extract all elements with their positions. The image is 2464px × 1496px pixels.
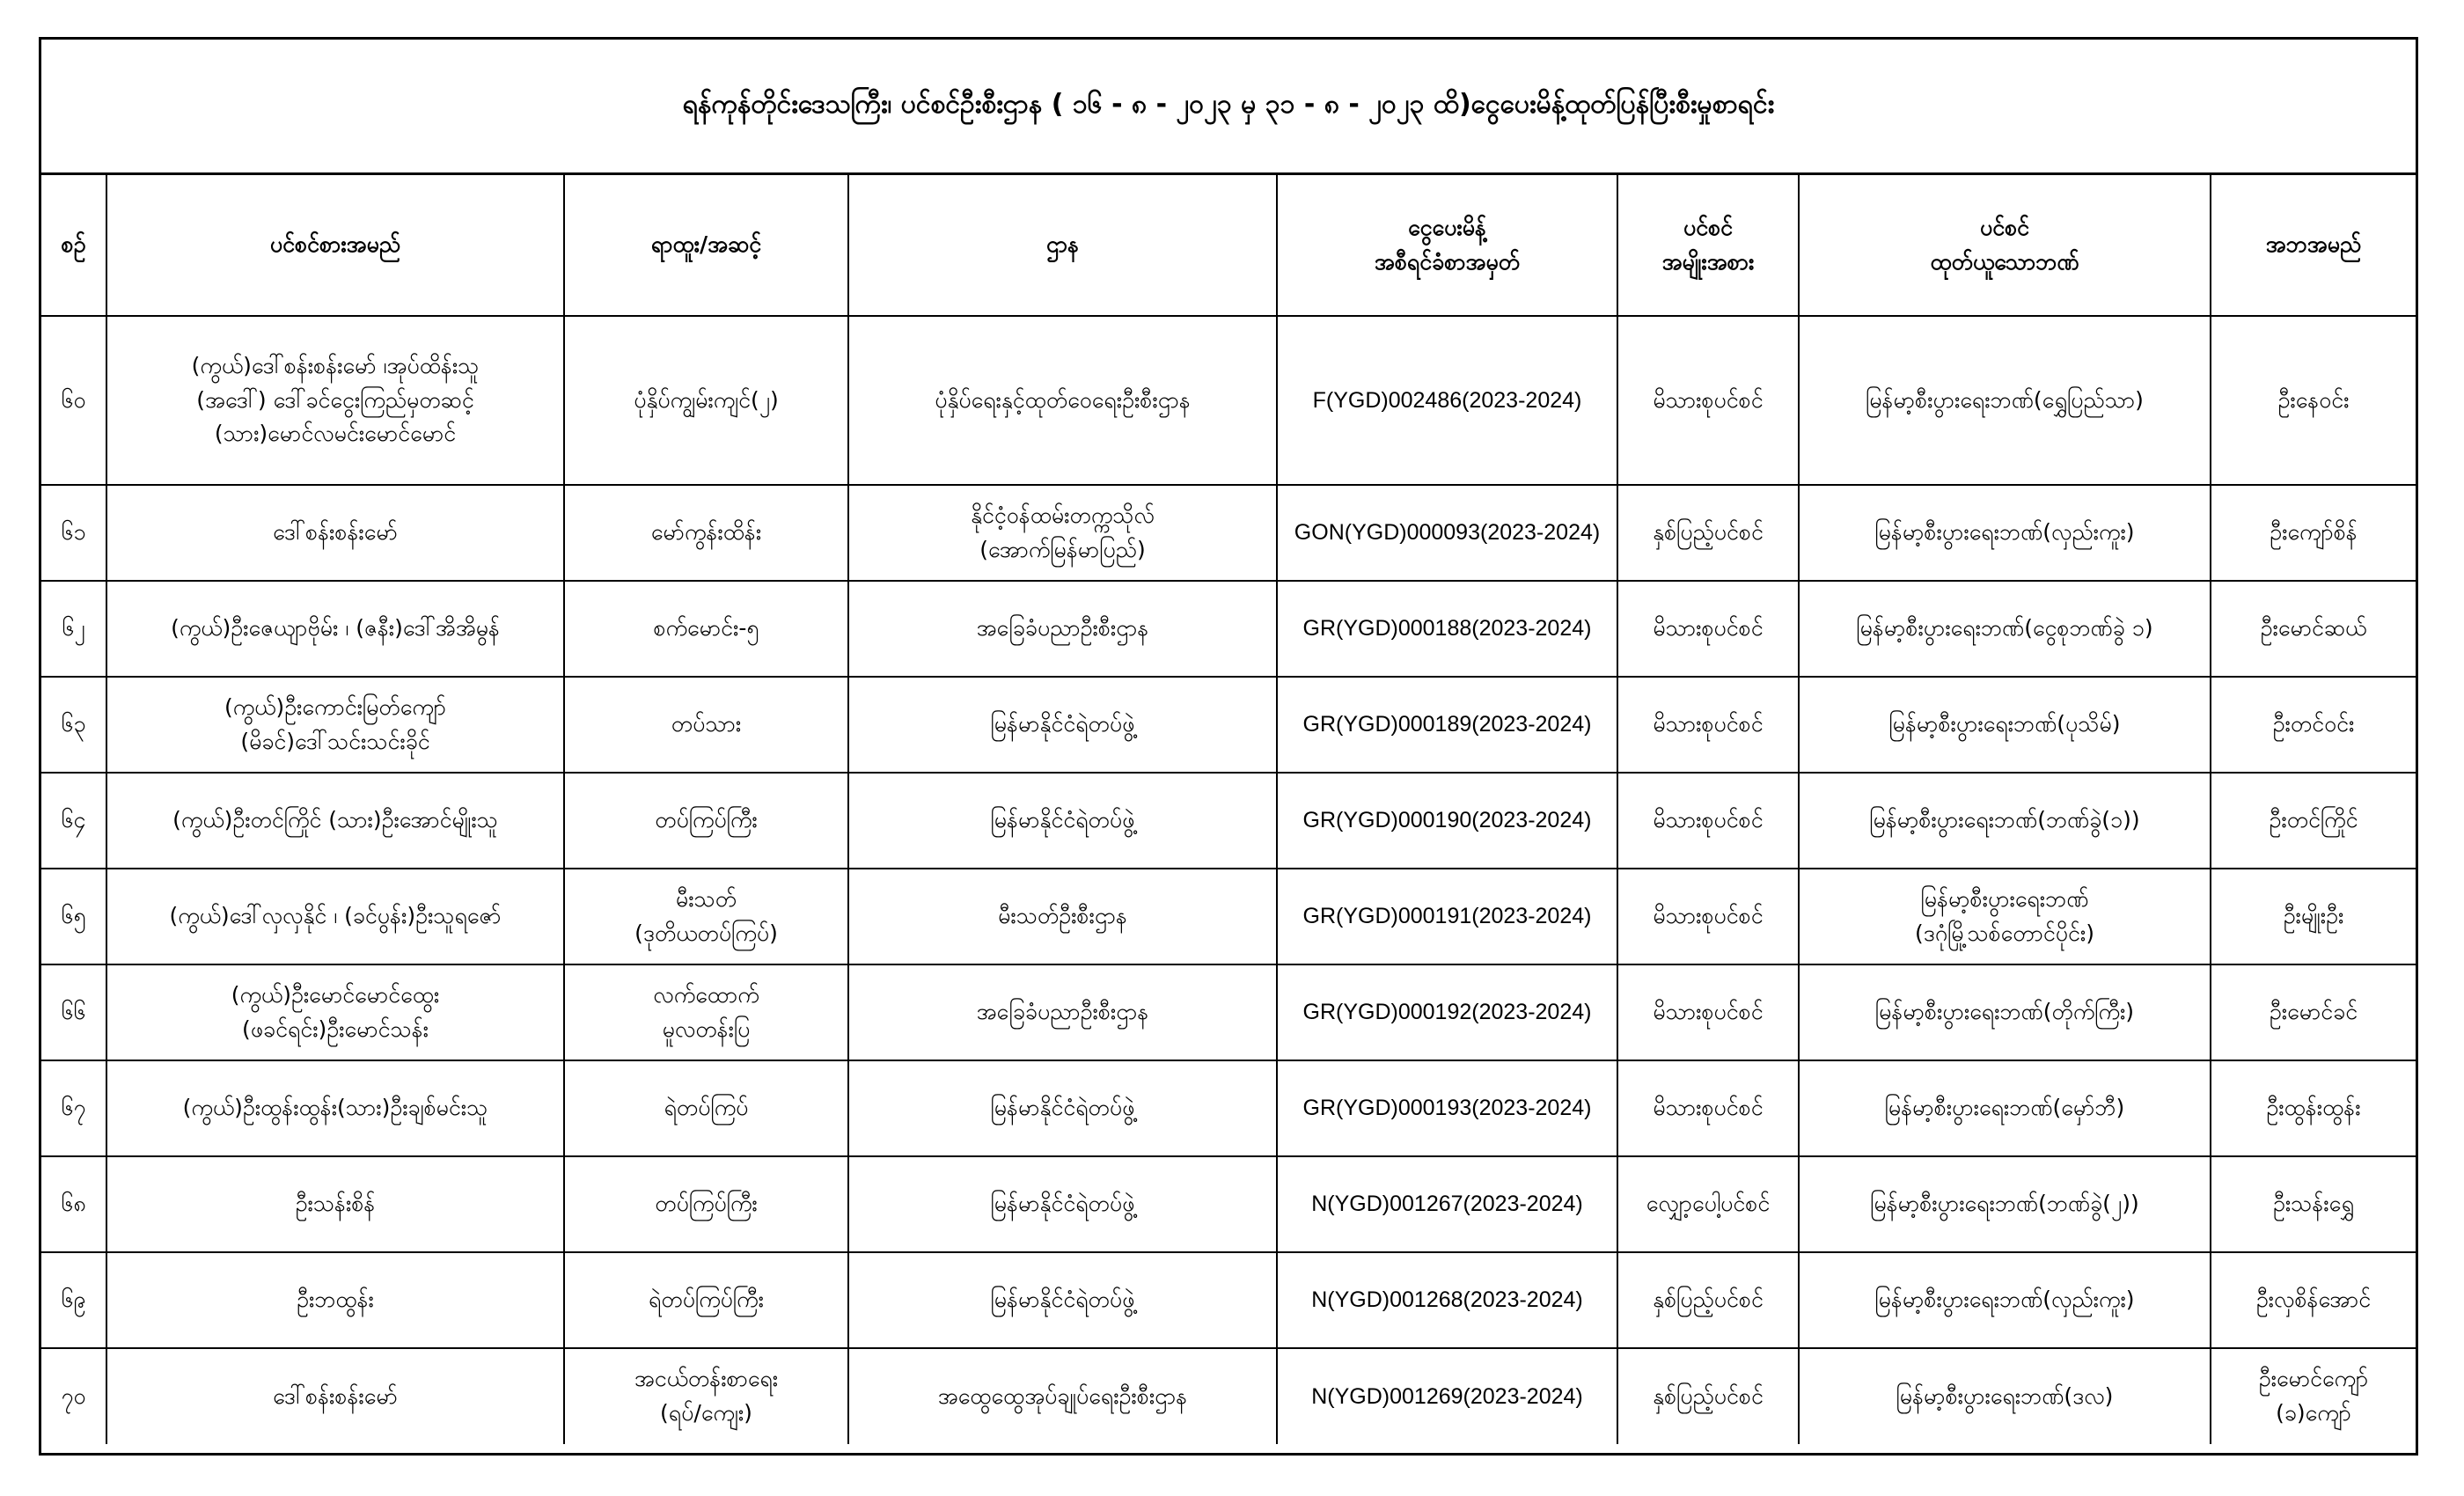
- cell-bank: မြန်မာ့စီးပွားရေးဘဏ်(ပုသိမ်): [1799, 677, 2211, 773]
- col-header-pensioner-name: ပင်စင်စားအမည်: [106, 175, 564, 316]
- col-header-department: ဌာန: [848, 175, 1277, 316]
- cell-department: နိုင်ငံ့ဝန်ထမ်းတက္ကသိုလ် (အောက်မြန်မာပြည်): [848, 485, 1277, 581]
- cell-father-name: ဦးမောင်ကျော် (ခ)ကျော်: [2211, 1348, 2416, 1444]
- cell-payment-order-no: GON(YGD)000093(2023-2024): [1277, 485, 1617, 581]
- cell-pensioner-name: ဒေါ်စန်းစန်းမော်: [106, 1348, 564, 1444]
- cell-department: အထွေထွေအုပ်ချုပ်ရေးဦးစီးဌာန: [848, 1348, 1277, 1444]
- cell-pension-type: မိသားစုပင်စင်: [1617, 677, 1799, 773]
- cell-department: မြန်မာနိုင်ငံရဲတပ်ဖွဲ့: [848, 773, 1277, 869]
- cell-department: အခြေခံပညာဦးစီးဌာန: [848, 964, 1277, 1060]
- cell-position: မော်ကွန်းထိန်း: [564, 485, 848, 581]
- cell-father-name: ဦးမောင်ဆယ်: [2211, 581, 2416, 677]
- cell-father-name: ဦးလှစိန်အောင်: [2211, 1252, 2416, 1348]
- cell-pension-type: မိသားစုပင်စင်: [1617, 773, 1799, 869]
- cell-father-name: ဦးထွန်းထွန်း: [2211, 1060, 2416, 1156]
- cell-father-name: ဦးကျော်စိန်: [2211, 485, 2416, 581]
- cell-pensioner-name: (ကွယ်)ဦးတင်ကြိုင် (သား)ဦးအောင်မျိုးသူ: [106, 773, 564, 869]
- cell-pension-type: နှစ်ပြည့်ပင်စင်: [1617, 1252, 1799, 1348]
- cell-position: မီးသတ် (ဒုတိယတပ်ကြပ်): [564, 869, 848, 964]
- pension-report-sheet: [39, 37, 2418, 1456]
- table-row: [41, 1348, 2416, 1444]
- cell-department: မြန်မာနိုင်ငံရဲတပ်ဖွဲ့: [848, 677, 1277, 773]
- col-header-position: ရာထူး/အဆင့်: [564, 175, 848, 316]
- cell-father-name: ဦးသန်းရွှေ: [2211, 1156, 2416, 1252]
- cell-pensioner-name: (ကွယ်)ဦးထွန်းထွန်း(သား)ဦးချစ်မင်းသူ: [106, 1060, 564, 1156]
- table-row: [41, 773, 2416, 869]
- table-row: [41, 677, 2416, 773]
- cell-bank: မြန်မာ့စီးပွားရေးဘဏ်(ဒလ): [1799, 1348, 2211, 1444]
- cell-payment-order-no: GR(YGD)000189(2023-2024): [1277, 677, 1617, 773]
- pension-table: [41, 175, 2416, 1444]
- col-header-serial: စဉ်: [41, 175, 106, 316]
- cell-father-name: ဦးနေဝင်း: [2211, 316, 2416, 485]
- cell-position: အငယ်တန်းစာရေး (ရပ်/ကျေး): [564, 1348, 848, 1444]
- cell-pensioner-name: ဒေါ်စန်းစန်းမော်: [106, 485, 564, 581]
- cell-payment-order-no: GR(YGD)000188(2023-2024): [1277, 581, 1617, 677]
- cell-father-name: ဦးတင်ကြိုင်: [2211, 773, 2416, 869]
- table-row: [41, 1252, 2416, 1348]
- cell-bank: မြန်မာ့စီးပွားရေးဘဏ်(ငွေစုဘဏ်ခွဲ ၁): [1799, 581, 2211, 677]
- cell-serial: ၆၇: [41, 1060, 106, 1156]
- cell-payment-order-no: N(YGD)001268(2023-2024): [1277, 1252, 1617, 1348]
- cell-position: လက်ထောက် မူလတန်းပြ: [564, 964, 848, 1060]
- cell-bank: မြန်မာ့စီးပွားရေးဘဏ်(ရွှေပြည်သာ): [1799, 316, 2211, 485]
- cell-pension-type: မိသားစုပင်စင်: [1617, 869, 1799, 964]
- cell-department: ပုံနှိပ်ရေးနှင့်ထုတ်ဝေရေးဦးစီးဌာန: [848, 316, 1277, 485]
- cell-position: ပုံနှိပ်ကျွမ်းကျင်(၂): [564, 316, 848, 485]
- cell-department: မီးသတ်ဦးစီးဌာန: [848, 869, 1277, 964]
- cell-department: မြန်မာနိုင်ငံရဲတပ်ဖွဲ့: [848, 1156, 1277, 1252]
- table-row: [41, 964, 2416, 1060]
- cell-pension-type: မိသားစုပင်စင်: [1617, 316, 1799, 485]
- cell-serial: ၆၉: [41, 1252, 106, 1348]
- cell-father-name: ဦးတင်ဝင်း: [2211, 677, 2416, 773]
- cell-bank: မြန်မာ့စီးပွားရေးဘဏ်(ဘဏ်ခွဲ(၁)): [1799, 773, 2211, 869]
- cell-pensioner-name: (ကွယ်)ဦးကောင်းမြတ်ကျော် (မိခင်)ဒေါ်သင်းသင်းခိုင်: [106, 677, 564, 773]
- cell-pension-type: မိသားစုပင်စင်: [1617, 1060, 1799, 1156]
- cell-pensioner-name: ဦးဘထွန်း: [106, 1252, 564, 1348]
- cell-pensioner-name: (ကွယ်)ဒေါ်စန်းစန်းမော် ၊အုပ်ထိန်းသူ (အဒေါ်) ဒေါ်ခင်ငွေးကြည်မှတဆင့် (သား)မောင်လမင်းမောင်မောင်: [106, 316, 564, 485]
- cell-position: ရဲတပ်ကြပ်ကြီး: [564, 1252, 848, 1348]
- cell-payment-order-no: N(YGD)001269(2023-2024): [1277, 1348, 1617, 1444]
- cell-serial: ၇၀: [41, 1348, 106, 1444]
- table-row: [41, 1156, 2416, 1252]
- cell-pension-type: မိသားစုပင်စင်: [1617, 581, 1799, 677]
- cell-pension-type: လျှော့ပေါ့ပင်စင်: [1617, 1156, 1799, 1252]
- cell-pensioner-name: (ကွယ်)ဦးမောင်မောင်ထွေး (ဖခင်ရင်း)ဦးမောင်သန်း: [106, 964, 564, 1060]
- col-header-pension-type: ပင်စင် အမျိုးအစား: [1617, 175, 1799, 316]
- cell-bank: မြန်မာ့စီးပွားရေးဘဏ်(ဘဏ်ခွဲ(၂)): [1799, 1156, 2211, 1252]
- table-header-row: [41, 175, 2416, 316]
- cell-payment-order-no: GR(YGD)000190(2023-2024): [1277, 773, 1617, 869]
- cell-position: တပ်ကြပ်ကြီး: [564, 1156, 848, 1252]
- cell-payment-order-no: GR(YGD)000193(2023-2024): [1277, 1060, 1617, 1156]
- col-header-bank: ပင်စင် ထုတ်ယူသောဘဏ်: [1799, 175, 2211, 316]
- col-header-father-name: အဘအမည်: [2211, 175, 2416, 316]
- cell-pension-type: နှစ်ပြည့်ပင်စင်: [1617, 485, 1799, 581]
- col-header-payment-order-no: ငွေပေးမိန့် အစီရင်ခံစာအမှတ်: [1277, 175, 1617, 316]
- cell-payment-order-no: GR(YGD)000191(2023-2024): [1277, 869, 1617, 964]
- cell-bank: မြန်မာ့စီးပွားရေးဘဏ်(လှည်းကူး): [1799, 485, 2211, 581]
- cell-serial: ၆၁: [41, 485, 106, 581]
- cell-bank: မြန်မာ့စီးပွားရေးဘဏ်(မှော်ဘီ): [1799, 1060, 2211, 1156]
- cell-father-name: ဦးမောင်ခင်: [2211, 964, 2416, 1060]
- cell-serial: ၆၃: [41, 677, 106, 773]
- table-row: [41, 1060, 2416, 1156]
- cell-bank: မြန်မာ့စီးပွားရေးဘဏ်(လှည်းကူး): [1799, 1252, 2211, 1348]
- cell-pension-type: နှစ်ပြည့်ပင်စင်: [1617, 1348, 1799, 1444]
- cell-payment-order-no: GR(YGD)000192(2023-2024): [1277, 964, 1617, 1060]
- table-row: [41, 869, 2416, 964]
- cell-pensioner-name: (ကွယ်)ဦးဇေယျာဗိုမ်း ၊ (ဇနီး)ဒေါ်အိအိမွန်: [106, 581, 564, 677]
- table-row: [41, 485, 2416, 581]
- cell-pensioner-name: ဦးသန်းစိန်: [106, 1156, 564, 1252]
- cell-serial: ၆၄: [41, 773, 106, 869]
- cell-serial: ၆၀: [41, 316, 106, 485]
- cell-department: မြန်မာနိုင်ငံရဲတပ်ဖွဲ့: [848, 1252, 1277, 1348]
- cell-position: စက်မောင်း-၅: [564, 581, 848, 677]
- cell-serial: ၆၅: [41, 869, 106, 964]
- table-row: [41, 581, 2416, 677]
- cell-bank: မြန်မာ့စီးပွားရေးဘဏ် (ဒဂုံမြို့သစ်တောင်ပိုင်း): [1799, 869, 2211, 964]
- report-title: ရန်ကုန်တိုင်းဒေသကြီး၊ ပင်စင်ဦးစီးဌာန ( ၁၆ - ၈ - ၂၀၂၃ မှ ၃၁ - ၈ - ၂၀၂၃ ထိ)ငွေပေးမိန့်ထုတ်ပြန်ပြီးစီးမှုစာရင်း: [41, 40, 2416, 175]
- cell-father-name: ဦးမျိုးဦး: [2211, 869, 2416, 964]
- cell-payment-order-no: F(YGD)002486(2023-2024): [1277, 316, 1617, 485]
- cell-bank: မြန်မာ့စီးပွားရေးဘဏ်(တိုက်ကြီး): [1799, 964, 2211, 1060]
- cell-department: မြန်မာနိုင်ငံရဲတပ်ဖွဲ့: [848, 1060, 1277, 1156]
- cell-payment-order-no: N(YGD)001267(2023-2024): [1277, 1156, 1617, 1252]
- cell-pensioner-name: (ကွယ်)ဒေါ်လှလှနိုင် ၊ (ခင်ပွန်း)ဦးသူရဇော်: [106, 869, 564, 964]
- table-row: [41, 316, 2416, 485]
- cell-serial: ၆၂: [41, 581, 106, 677]
- cell-position: တပ်သား: [564, 677, 848, 773]
- cell-serial: ၆၆: [41, 964, 106, 1060]
- cell-department: အခြေခံပညာဦးစီးဌာန: [848, 581, 1277, 677]
- cell-serial: ၆၈: [41, 1156, 106, 1252]
- cell-pension-type: မိသားစုပင်စင်: [1617, 964, 1799, 1060]
- cell-position: တပ်ကြပ်ကြီး: [564, 773, 848, 869]
- cell-position: ရဲတပ်ကြပ်: [564, 1060, 848, 1156]
